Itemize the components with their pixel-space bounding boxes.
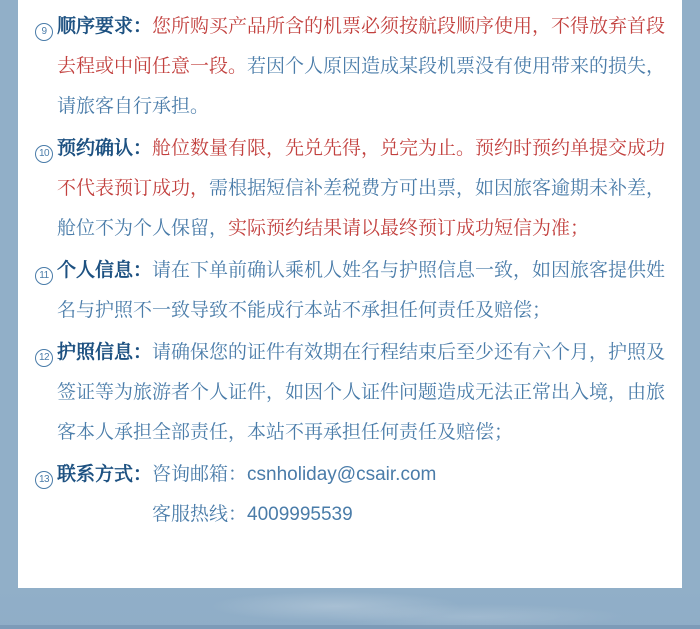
- contact-email-value: csnholiday@csair.com: [247, 464, 437, 485]
- item-number-badge: 12: [35, 349, 53, 367]
- right-margin-strip: [682, 0, 700, 588]
- term-item-11: [18, 251, 672, 331]
- term-text-segment: 若因个人原因造成某段机票没有使用带来的损失，请旅客自行承担。: [57, 56, 666, 117]
- term-item-13: [18, 455, 672, 535]
- term-text-segment: 需根据短信补差税费方可出票，如因旅客逾期未补差，舱位不为个人保留，: [57, 178, 666, 239]
- terms-list: [18, 7, 672, 535]
- item-number-badge: 10: [35, 145, 53, 163]
- term-text-segment: 舱位数量有限，先兑先得，兑完为止。预约时预约单提交成功不代表预订成功，: [57, 138, 666, 199]
- term-text-segment: 请确保您的证件有效期在行程结束后至少还有六个月，护照及签证等为旅游者个人证件，如因个人证件问题造成无法正常出入境，由旅客本人承担全部责任，本站不再承担任何责任及赔偿；: [57, 342, 666, 443]
- term-text-segment: 您所购买产品所含的机票必须按航段顺序使用，不得放弃首段去程或中间任意一段。: [57, 16, 666, 77]
- item-label: 预约确认：: [57, 138, 153, 159]
- left-margin-strip: [0, 0, 18, 588]
- item-number-badge: 11: [35, 267, 53, 285]
- item-label: 护照信息：: [57, 342, 153, 363]
- term-item-12: [18, 333, 672, 453]
- item-label: 联系方式：: [57, 464, 153, 485]
- contact-email-label: 咨询邮箱：: [152, 464, 248, 485]
- term-item-9: [18, 7, 672, 127]
- item-number-badge: 9: [35, 23, 53, 41]
- contact-hotline-label: 客服热线：: [152, 504, 248, 525]
- contact-line-hotline: [152, 495, 672, 535]
- term-text-segment: 实际预约结果请以最终预订成功短信为准；: [228, 218, 590, 239]
- term-item-10: [18, 129, 672, 249]
- item-number-badge: 13: [35, 471, 53, 489]
- bottom-band: [0, 588, 700, 629]
- item-label: 个人信息：: [57, 260, 153, 281]
- item-label: 顺序要求：: [57, 16, 153, 37]
- terms-card: [18, 0, 682, 588]
- term-text-segment: 请在下单前确认乘机人姓名与护照信息一致，如因旅客提供姓名与护照不一致导致不能成行本站不承担任何责任及赔偿；: [57, 260, 666, 321]
- contact-hotline-value: 4009995539: [247, 504, 353, 525]
